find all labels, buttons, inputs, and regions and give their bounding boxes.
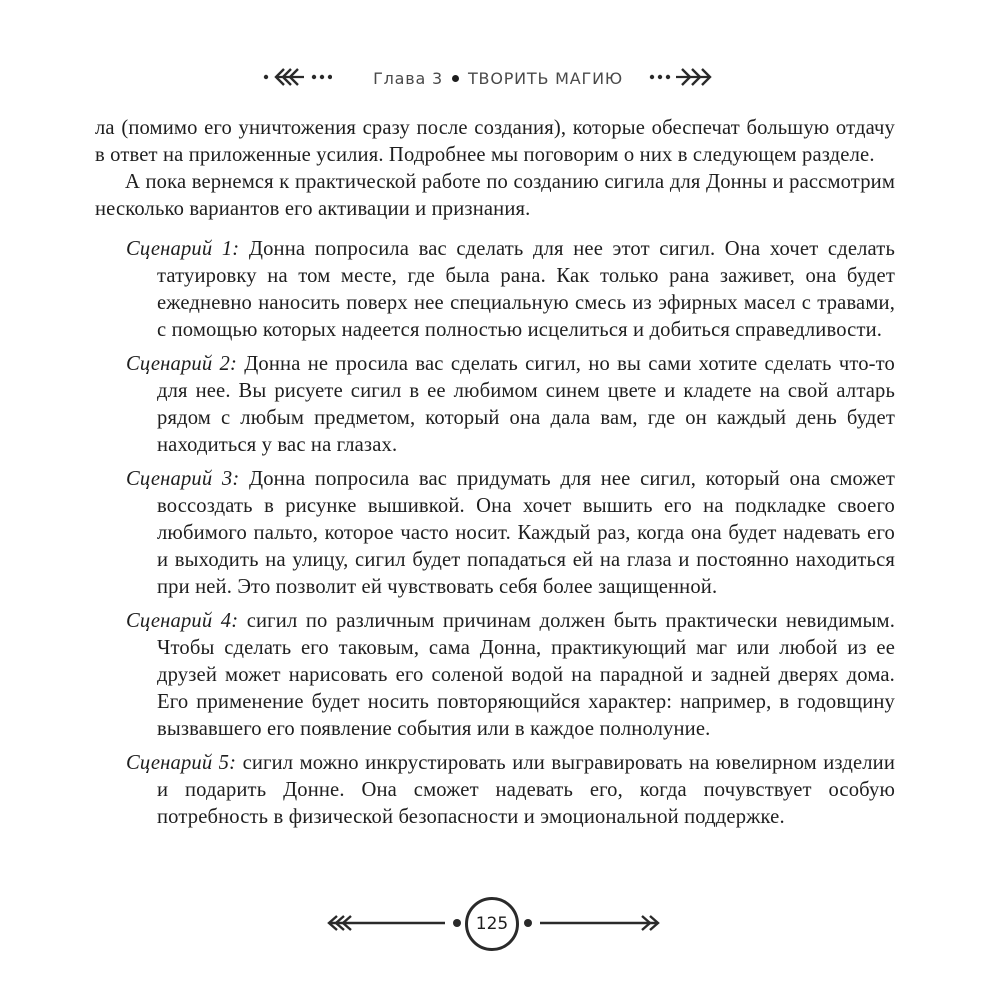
scenario-text: Донна попросила вас придумать для нее сигил, который она сможет воссоздать в рисунке вышивкой. Она хочет вышить его на подкладке своего любимого пальто, которое часто носит. Каждый раз, когда она будет надевать его и выходить на улицу, сигил будет попадаться ей на глаза и постоянно находиться при ней. Это позволит ей чувствовать себя более защищенной. (157, 468, 895, 598)
scenario-item (95, 608, 895, 743)
scenario-text: сигил по различным причинам должен быть практически невидимым. Чтобы сделать его таковым, сама Донна, практикующий маг или любой из ее друзей может нарисовать его соленой водой на парадной и задней дверях дома. Его применение будет носить повторяющийся характер: например, в годовщину вызвавшего его появление события или в каждое полнолуние. (157, 610, 895, 740)
arrow-fletching-line-icon (325, 908, 465, 942)
scenario-text: Донна не просила вас сделать сигил, но вы сами хотите сделать что-то для нее. Вы рисуете сигил в ее любимом синем цвете и кладете на свой алтарь рядом с любым предметом, который она дала вам, где он каждый день будет находиться у вас на глазах. (157, 353, 895, 456)
scenario-label: Сценарий 4: (126, 610, 239, 632)
scenario-label: Сценарий 5: (126, 752, 237, 774)
scenario-item (95, 236, 895, 344)
scenario-item (95, 750, 895, 831)
arrow-fletching-ornament-icon (262, 64, 332, 94)
scenario-text: Донна попросила вас сделать для нее этот сигил. Она хочет сделать татуировку на том месте, где была рана. Как только рана заживет, она будет ежедневно наносить поверх нее специальную смесь из эфирных масел с травами, с помощью которых надеется полностью исцелиться и добиться справедливости. (157, 238, 895, 341)
chapter-label: Глава 3 (373, 68, 443, 88)
running-header-title (338, 67, 658, 89)
arrow-head-ornament-icon (648, 64, 718, 94)
scenario-list (95, 236, 895, 831)
paragraph: А пока вернемся к практической работе по созданию сигила для Донны и рассмотрим несколько вариантов его активации и признания. (95, 171, 895, 220)
page-number: 125 (465, 897, 519, 951)
scenario-label: Сценарий 2: (126, 353, 237, 375)
scenario-text: сигил можно инкрустировать или выгравировать на ювелирном изделии и подарить Донне. Она сможет надевать его, когда почувствует особую потребность в физической безопасности и эмоциональной поддержке. (157, 752, 896, 828)
continued-paragraph: ла (помимо его уничтожения сразу после создания), которые обеспечат большую отдачу в ответ на приложенные усилия. Подробнее мы поговорим о них в следующем разделе. (95, 117, 895, 166)
scenario-item (95, 351, 895, 459)
chapter-title: ТВОРИТЬ МАГИЮ (467, 68, 623, 88)
arrow-head-line-icon (522, 908, 667, 942)
running-header (0, 62, 1000, 92)
scenario-label: Сценарий 1: (126, 238, 240, 260)
bullet-separator-icon (452, 75, 459, 82)
page-footer (0, 890, 1000, 960)
body-text (95, 115, 895, 831)
scenario-item (95, 466, 895, 601)
scenario-label: Сценарий 3: (126, 468, 240, 490)
